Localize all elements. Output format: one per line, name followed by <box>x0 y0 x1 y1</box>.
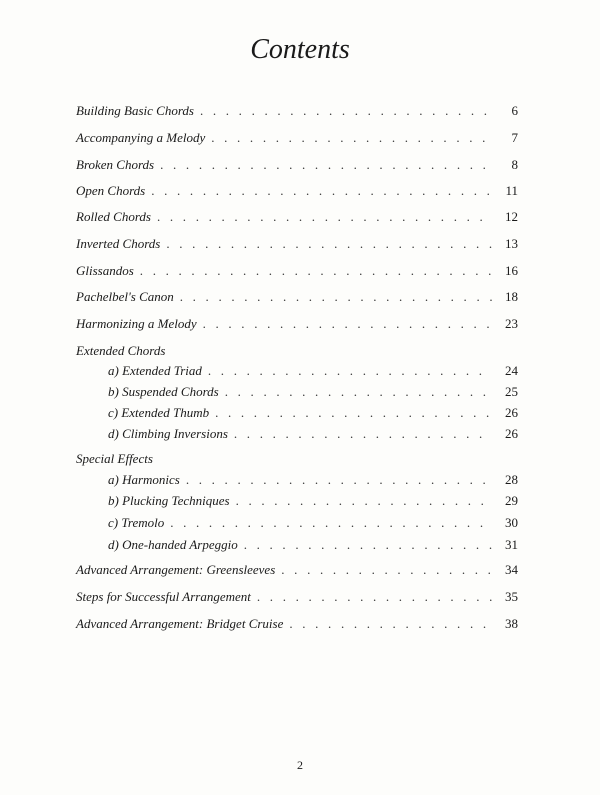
toc-entry-label: b) Plucking Techniques <box>108 493 230 508</box>
leader-dots <box>180 288 492 306</box>
leader-dots <box>289 615 492 633</box>
leader-dots <box>151 182 492 200</box>
toc-subentry <box>108 471 518 489</box>
toc-entry-label: c) Extended Thumb <box>108 405 210 420</box>
toc-entry-page: 16 <box>505 263 518 278</box>
toc-entry-label: d) Climbing Inversions <box>108 426 228 441</box>
toc-entry-page: 38 <box>505 616 518 631</box>
leader-dots <box>257 588 492 606</box>
toc-entry-page: 35 <box>505 589 518 604</box>
toc-entry-label: Broken Chords <box>76 157 155 172</box>
toc-entry <box>76 182 518 200</box>
toc-entry-label: Advanced Arrangement: Greensleeves <box>76 562 276 577</box>
toc-entry-label: Glissandos <box>76 263 134 278</box>
leader-dots <box>234 425 492 443</box>
toc-entry <box>76 235 518 253</box>
leader-dots <box>170 514 492 532</box>
leader-dots <box>186 471 492 489</box>
toc-entry <box>76 208 518 226</box>
leader-dots <box>160 156 492 174</box>
toc-entry-page: 12 <box>505 209 518 224</box>
toc-entry-label: a) Extended Triad <box>108 363 202 378</box>
toc-entry-label: Rolled Chords <box>76 209 151 224</box>
toc-entry-label: Building Basic Chords <box>76 103 194 118</box>
toc-subentry <box>108 383 518 401</box>
toc-entry-page: 8 <box>511 157 518 172</box>
leader-dots <box>211 129 492 147</box>
toc-entry-page: 28 <box>505 472 518 487</box>
leader-dots <box>244 536 492 554</box>
toc-entry-page: 26 <box>505 426 518 441</box>
toc-entry <box>76 288 518 306</box>
toc-subentry <box>108 514 518 532</box>
leader-dots <box>157 208 492 226</box>
toc-entry-label: Open Chords <box>76 183 146 198</box>
leader-dots <box>215 404 492 422</box>
toc-entry-page: 34 <box>505 562 518 577</box>
toc-entry-page: 11 <box>505 183 518 198</box>
leader-dots <box>166 235 492 253</box>
toc-entry-page: 13 <box>505 236 518 251</box>
section-heading-special-effects: Special Effects <box>76 451 153 466</box>
toc-subentry <box>108 404 518 422</box>
toc-entry-page: 24 <box>505 363 518 378</box>
page-number: 2 <box>297 758 303 772</box>
toc-entry-label: Harmonizing a Melody <box>76 316 197 331</box>
toc-entry <box>76 102 518 120</box>
section-heading-extended-chords: Extended Chords <box>76 343 166 358</box>
toc-entry <box>76 156 518 174</box>
toc-entry-page: 7 <box>511 130 518 145</box>
toc-entry <box>76 315 518 333</box>
toc-subentry <box>108 536 518 554</box>
toc-entry-page: 18 <box>505 289 518 304</box>
leader-dots <box>225 383 492 401</box>
page-title: Contents <box>250 34 350 65</box>
toc-entry-page: 31 <box>505 537 518 552</box>
toc-entry-page: 23 <box>505 316 518 331</box>
toc-entry-page: 25 <box>505 384 518 399</box>
toc-entry <box>76 615 518 633</box>
toc-subentry <box>108 362 518 380</box>
leader-dots <box>236 492 492 510</box>
leader-dots <box>208 362 492 380</box>
toc-entry <box>76 588 518 606</box>
toc-entry-page: 30 <box>505 515 518 530</box>
toc-entry <box>76 129 518 147</box>
toc-entry-label: Steps for Successful Arrangement <box>76 589 251 604</box>
toc-entry-page: 6 <box>511 103 518 118</box>
toc-entry-label: Pachelbel's Canon <box>76 289 174 304</box>
toc-entry-label: c) Tremolo <box>108 515 165 530</box>
leader-dots <box>200 102 492 120</box>
toc-entry-label: b) Suspended Chords <box>108 384 219 399</box>
toc-entry-page: 29 <box>505 493 518 508</box>
toc-entry-label: a) Harmonics <box>108 472 180 487</box>
toc-entry-page: 26 <box>505 405 518 420</box>
toc-entry-label: d) One-handed Arpeggio <box>108 537 238 552</box>
toc-subentry <box>108 425 518 443</box>
toc-entry-label: Accompanying a Melody <box>76 130 206 145</box>
leader-dots <box>140 262 492 280</box>
leader-dots <box>203 315 492 333</box>
toc-entry <box>76 262 518 280</box>
toc-subentry <box>108 492 518 510</box>
toc-entry <box>76 561 518 579</box>
toc-entry-label: Inverted Chords <box>76 236 161 251</box>
leader-dots <box>281 561 492 579</box>
toc-entry-label: Advanced Arrangement: Bridget Cruise <box>76 616 284 631</box>
